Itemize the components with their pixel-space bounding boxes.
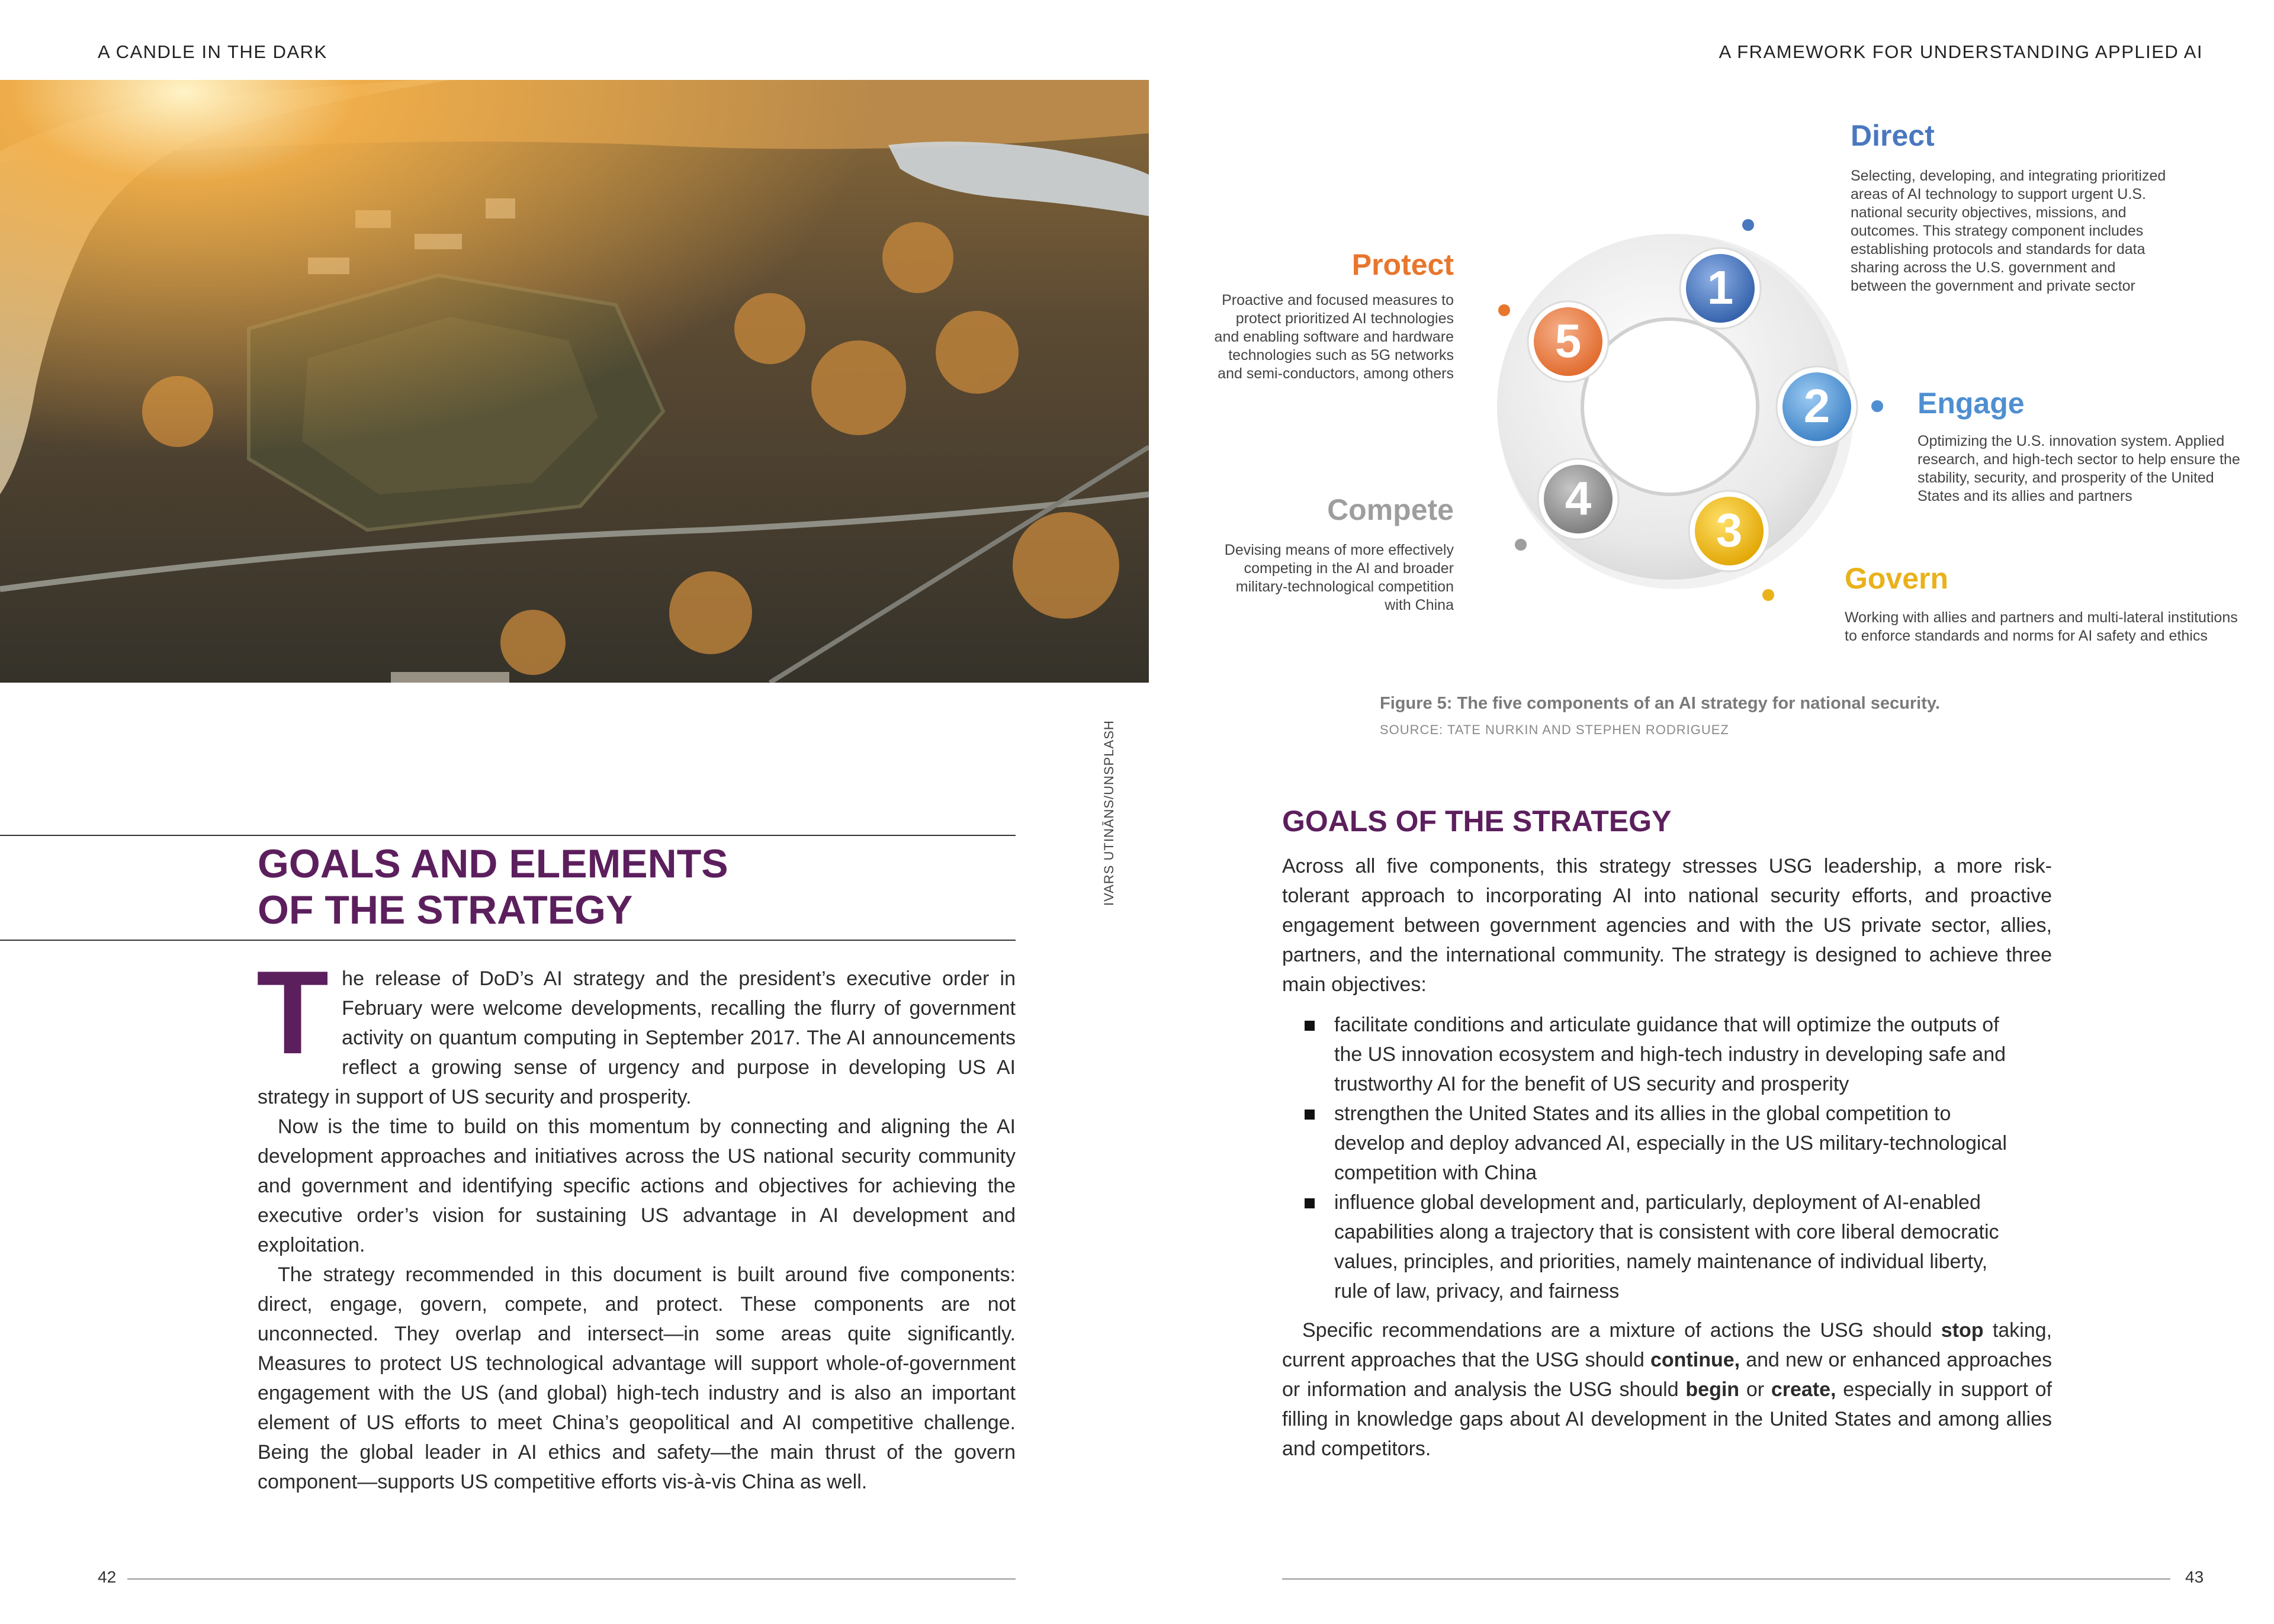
govern-marker-dot xyxy=(1762,589,1774,601)
svg-text:4: 4 xyxy=(1565,472,1592,525)
left-body-text: The release of DoD’s AI strategy and the president’s executive order in February were welcome developments, recalling the flurry of government activity on quantum computing in September 2017. The AI announcements reflect a growing sense of urgency and purpose in developing US AI strategy in support of US security and prosperity. Now is the time to build on this momentum by connecting and aligning the AI development approaches and initiatives across the US national security community and government and identifying specific actions and objectives for achieving the executive order’s vision for sustaining US advantage in AI development and exploitation. The strategy recommended in this document is built around five components: direct, engage, govern, compete, and protect. These components are not unconnected. They overlap and intersect—in some areas quite significantly. Measures to protect US technological advantage will support whole-of-government engagement with the US (and global) high-tech industry and is also an important element of US efforts to meet China’s geopolitical and AI competitive challenge. Being the global leader in AI ethics and safety—the main thrust of the govern component—supports US competitive efforts vis-à-vis China as well. xyxy=(258,964,1016,1497)
direct-title: Direct xyxy=(1851,119,1935,152)
svg-text:3: 3 xyxy=(1716,504,1743,557)
running-head-right: A FRAMEWORK FOR UNDERSTANDING APPLIED AI xyxy=(1719,41,2203,62)
photo-illustration xyxy=(0,80,1149,683)
heading-top-rule xyxy=(0,835,1016,836)
heading-bottom-rule xyxy=(0,940,1016,941)
govern-description: Working with allies and partners and multi-lateral institutions to enforce standards and norms for AI safety and ethics xyxy=(1845,609,2238,644)
right-body-text xyxy=(1282,851,2052,1464)
protect-marker-dot xyxy=(1498,304,1510,316)
photo-credit: IVARS UTINĀNS/UNSPLASH xyxy=(1101,720,1116,906)
five-components-ring xyxy=(1492,234,1859,601)
compete-description: Devising means of more effectively competing in the AI and broader military-technological competition with China xyxy=(1224,542,1454,613)
svg-text:5: 5 xyxy=(1554,314,1582,367)
engage-title: Engage xyxy=(1918,387,2025,420)
goals-heading: GOALS OF THE STRATEGY xyxy=(1282,805,1672,838)
engage-marker-dot xyxy=(1871,400,1883,412)
objective-item: facilitate conditions and articulate guidance that will optimize the outputs of the US innovation ecosystem and high-tech industry in developing safe and trustworthy AI for the benefit of US security and prosperity xyxy=(1282,1010,2009,1099)
running-head-left: A CANDLE IN THE DARK xyxy=(98,41,327,62)
figure-caption: Figure 5: The five components of an AI strategy for national security. xyxy=(1380,694,1940,713)
page-number-right: 43 xyxy=(2185,1568,2204,1586)
component-badge-3 xyxy=(1689,491,1769,571)
drop-cap: T xyxy=(256,947,329,1079)
component-badge-2 xyxy=(1777,366,1857,447)
objectives-list xyxy=(1282,1010,2052,1306)
engage-description: Optimizing the U.S. innovation system. Applied research, and high-tech sector to help ensure the stability, security, and prosperity of the United States and its allies and partners xyxy=(1918,433,2240,504)
closing-paragraph: Specific recommendations are a mixture of actions the USG should stop taking, current approaches that the USG should continue, and new or enhanced approaches or information and analysis the USG should begin or create, especially in support of filling in knowledge gaps about AI development in the United States and among allies and competitors. xyxy=(1282,1319,2053,1460)
intro-paragraph: Across all five components, this strategy stresses USG leadership, a more risk-tolerant approach to incorporating AI into national security efforts, and proactive engagement between government agencies and with the US private sector, allies, partners, and the international community. The strategy is designed to achieve three main objectives: xyxy=(1282,855,2052,996)
protect-title: Protect xyxy=(1351,248,1454,281)
footer-rule-left xyxy=(127,1578,1016,1580)
figure-source: SOURCE: TATE NURKIN AND STEPHEN RODRIGUEZ xyxy=(1380,722,1729,737)
compete-marker-dot xyxy=(1515,539,1527,551)
component-badge-1 xyxy=(1680,248,1761,329)
component-badge-5 xyxy=(1528,301,1608,382)
direct-marker-dot xyxy=(1742,219,1754,231)
protect-description: Proactive and focused measures to protect prioritized AI technologies and enabling software and hardware technologies such as 5G networks and semi-conductors, among others xyxy=(1214,292,1454,382)
objective-item: influence global development and, particularly, deployment of AI-enabled capabilities along a trajectory that is consistent with core liberal democratic values, principles, and priorities, namely maintenance of individual liberty, rule of law, privacy, and fairness xyxy=(1282,1188,2009,1306)
page-heading-left: GOALS AND ELEMENTS OF THE STRATEGY xyxy=(258,841,728,932)
paragraph: Now is the time to build on this momentum by connecting and aligning the AI development approaches and initiatives across the US national security community and government and identifying specific actions and objectives for achieving the executive order’s vision for sustaining US advantage in AI development and exploitation. xyxy=(258,1115,1016,1256)
component-badge-4 xyxy=(1538,459,1618,539)
footer-rule-right xyxy=(1282,1578,2170,1580)
svg-text:1: 1 xyxy=(1707,261,1734,314)
svg-text:2: 2 xyxy=(1803,380,1830,432)
objective-item: strengthen the United States and its allies in the global competition to develop and deploy advanced AI, especially in the US military-technological competition with China xyxy=(1282,1099,2009,1188)
compete-title: Compete xyxy=(1327,493,1454,526)
paragraph: The strategy recommended in this document is built around five components: direct, engage, govern, compete, and protect. These components are not unconnected. They overlap and intersect—in some areas quite significantly. Measures to protect US technological advantage will support whole-of-government engagement with the US (and global) high-tech industry and is also an important element of US efforts to meet China’s geopolitical and AI competitive challenge. Being the global leader in AI ethics and safety—the main thrust of the govern component—supports US competitive efforts vis-à-vis China as well. xyxy=(258,1263,1016,1493)
direct-description: Selecting, developing, and integrating prioritized areas of AI technology to support urgent U.S. national security objectives, missions, and outcomes. This strategy component includes establishing protocols and standards for data sharing across the U.S. government and between the government and private sector xyxy=(1851,168,2166,294)
page-number-left: 42 xyxy=(98,1568,117,1586)
aerial-fortress-photo xyxy=(0,80,1149,683)
govern-title: Govern xyxy=(1845,562,1949,595)
